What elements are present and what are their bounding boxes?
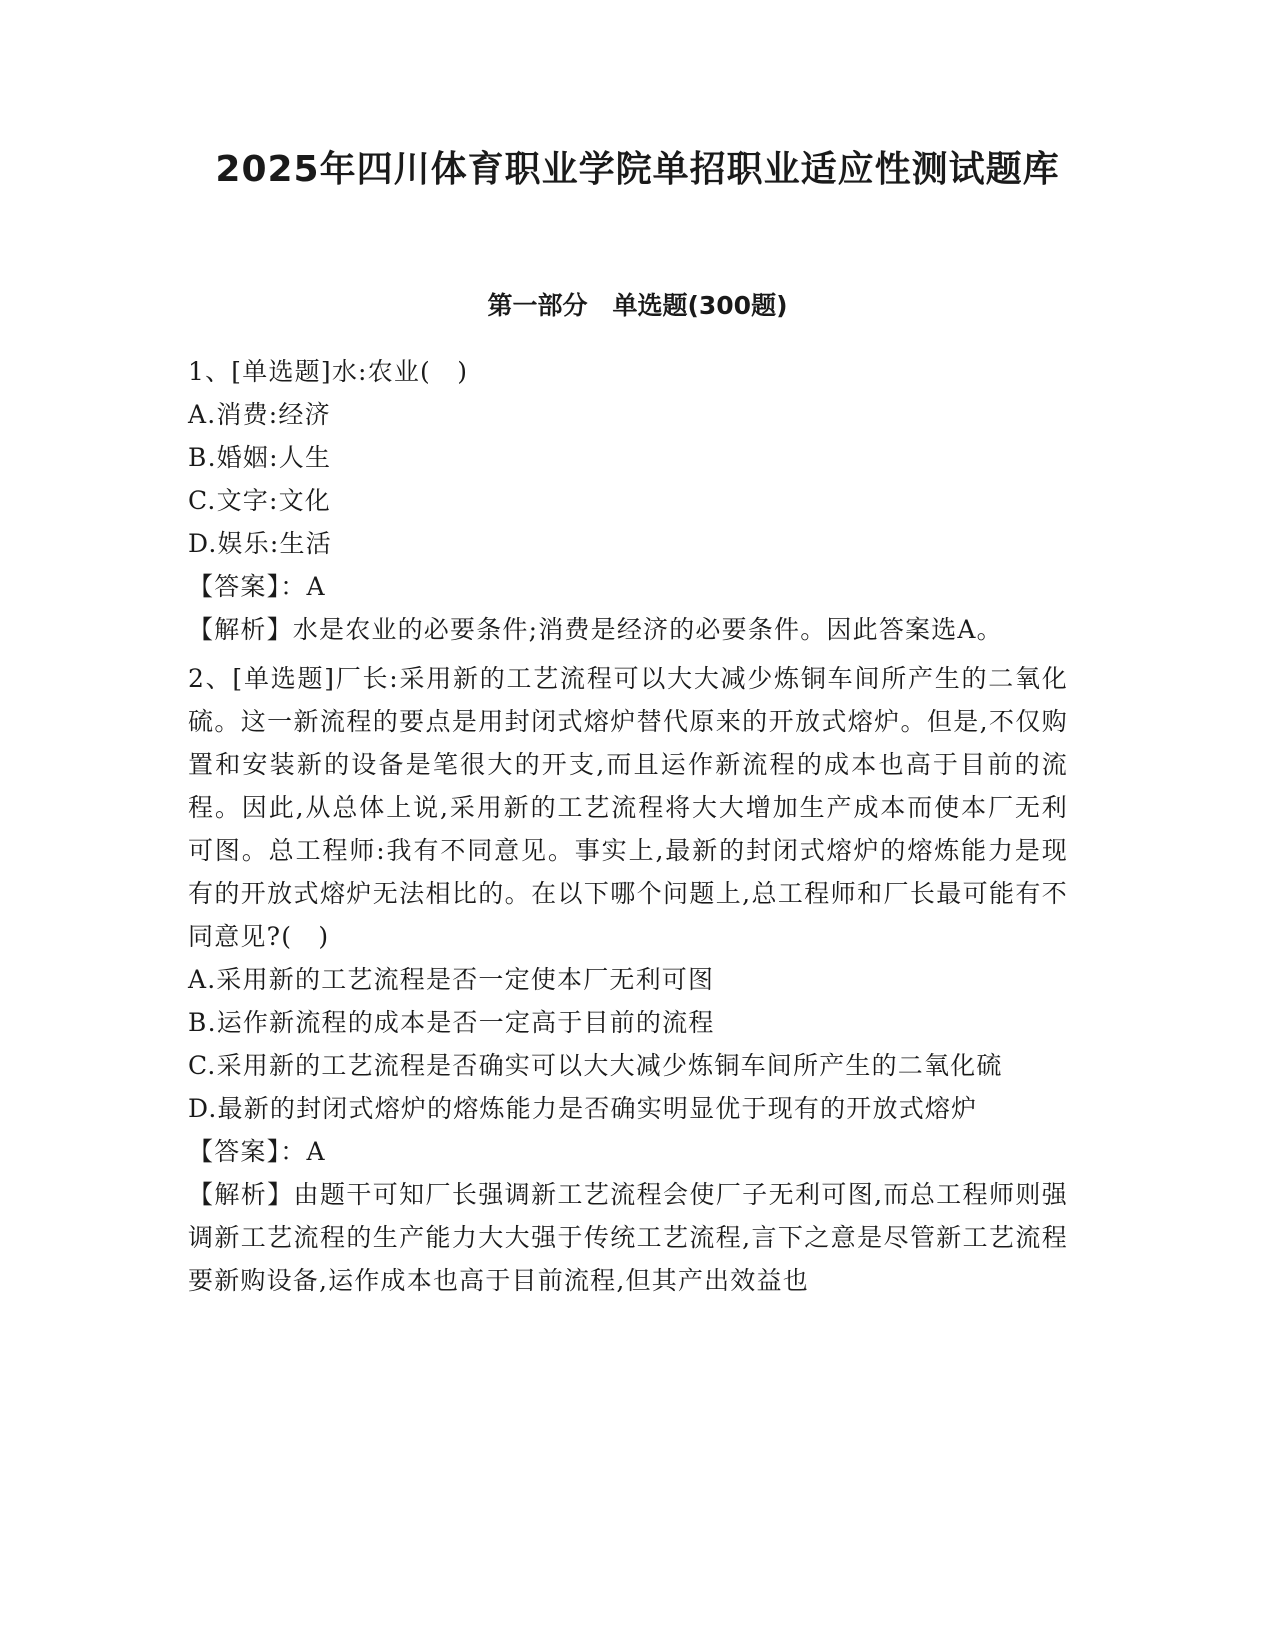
analysis-text: 【解析】水是农业的必要条件;消费是经济的必要条件。因此答案选A。 xyxy=(188,615,1003,644)
answer-line: 【答案】：A xyxy=(188,572,326,601)
option-c: C.文字:文化 xyxy=(188,486,332,515)
option-a: A.消费:经济 xyxy=(188,400,331,429)
section-title: 第一部分 单选题(300题) xyxy=(487,291,788,320)
option-b: B.婚姻:人生 xyxy=(188,443,332,472)
analysis-text: 【解析】由题干可知厂长强调新工艺流程会使厂子无利可图,而总工程师则强调新工艺流程的生产能力大大强于传统工艺流程,言下之意是尽管新工艺流程要新购设备,运作成本也高于目前流程,但其产出效益也 xyxy=(188,1180,1068,1295)
option-b: B.运作新流程的成本是否一定高于目前的流程 xyxy=(188,1008,715,1037)
question-list xyxy=(188,350,1068,1308)
answer-line: 【答案】：A xyxy=(188,1137,326,1166)
question-stem: 1、[单选题]水:农业( ) xyxy=(188,357,469,386)
question-stem: 2、[单选题]厂长:采用新的工艺流程可以大大减少炼铜车间所产生的二氧化硫。这一新流程的要点是用封闭式熔炉替代原来的开放式熔炉。但是,不仅购置和安装新的设备是笔很大的开支,而且运作新流程的成本也高于目前的流程。因此,从总体上说,采用新的工艺流程将大大增加生产成本而使本厂无利可图。总工程师:我有不同意见。事实上,最新的封闭式熔炉的熔炼能力是现有的开放式熔炉无法相比的。在以下哪个问题上,总工程师和厂长最可能有不同意见?( ) xyxy=(188,664,1068,951)
document-title: 2025年四川体育职业学院单招职业适应性测试题库 xyxy=(215,149,1060,190)
question-1 xyxy=(188,350,1068,651)
option-a: A.采用新的工艺流程是否一定使本厂无利可图 xyxy=(188,965,715,994)
question-2 xyxy=(188,657,1068,1302)
option-d: D.最新的封闭式熔炉的熔炼能力是否确实明显优于现有的开放式熔炉 xyxy=(188,1094,978,1123)
option-d: D.娱乐:生活 xyxy=(188,529,332,558)
option-c: C.采用新的工艺流程是否确实可以大大减少炼铜车间所产生的二氧化硫 xyxy=(188,1051,1003,1080)
